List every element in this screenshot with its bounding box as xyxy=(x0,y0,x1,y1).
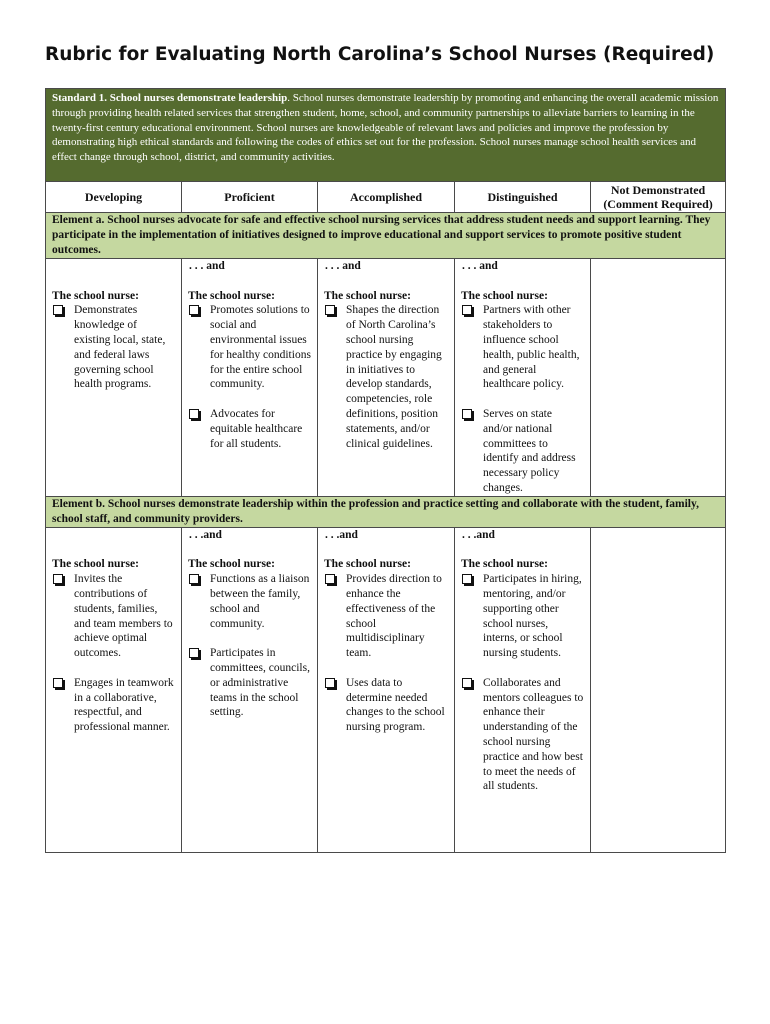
element-b-description: Element b. School nurses demonstrate leadership within the profession and practice setting and collaborate with the student, family, school staff, and community providers. xyxy=(46,496,726,527)
checkbox-icon[interactable] xyxy=(53,574,63,584)
element-b-developing xyxy=(46,527,182,852)
element-a-distinguished xyxy=(455,259,591,497)
element-a-description: Element a. School nurses advocate for safe and effective school nursing services that address student needs and support learning. They participate in the implementation of initiatives designed to improve educational and support services to promote positive student outcomes. xyxy=(46,213,726,259)
and-label xyxy=(52,259,175,274)
rubric-item-text: Demonstrates knowledge of existing local, state, and federal laws governing school health programs. xyxy=(74,304,166,391)
and-label xyxy=(52,528,175,543)
rubric-item-text: Shapes the direction of North Carolina’s school nursing practice by engaging in initiatives to develop standards, competencies, role definitions, position statements, and/or clinical guidelines. xyxy=(346,304,442,450)
school-nurse-label: The school nurse: xyxy=(52,558,139,571)
school-nurse-label: The school nurse: xyxy=(324,289,411,302)
element-b-accomplished xyxy=(318,527,455,852)
and-label: . . . and xyxy=(325,260,361,272)
element-a-proficient xyxy=(182,259,318,497)
rubric-item xyxy=(461,407,584,496)
school-nurse-label: The school nurse: xyxy=(188,558,275,571)
rubric-item xyxy=(188,303,311,392)
column-header-not-demonstrated: Not Demonstrated (Comment Required) xyxy=(591,182,726,213)
rubric-item-text: Promotes solutions to social and environmental issues for healthy conditions for the entire school community. xyxy=(210,304,311,391)
element-b-distinguished xyxy=(455,527,591,852)
checkbox-icon[interactable] xyxy=(462,574,472,584)
rubric-item-text: Functions as a liaison between the family, school and community. xyxy=(210,573,310,630)
and-label: . . . and xyxy=(189,260,225,272)
checkbox-icon[interactable] xyxy=(462,678,472,688)
rubric-item xyxy=(324,303,448,451)
column-header-developing: Developing xyxy=(46,182,182,213)
and-label: . . .and xyxy=(189,528,222,541)
school-nurse-label: The school nurse: xyxy=(461,289,548,302)
checkbox-icon[interactable] xyxy=(462,409,472,419)
rubric-item xyxy=(188,572,311,631)
rubric-item-text: Collaborates and mentors colleagues to enhance their understanding of the school nursing practice and how best to meet the needs of all students. xyxy=(483,676,584,793)
checkbox-icon[interactable] xyxy=(462,305,472,315)
element-a-row xyxy=(46,259,726,497)
and-label: . . .and xyxy=(462,528,495,541)
rubric-item-text: Invites the contributions of students, families, and team members to achieve optimal outcomes. xyxy=(74,573,173,660)
rubric-table xyxy=(45,88,726,853)
rubric-item-text: Participates in hiring, mentoring, and/or supporting other school nurses, interns, or school nursing students. xyxy=(483,573,582,660)
checkbox-icon[interactable] xyxy=(53,305,63,315)
checkbox-icon[interactable] xyxy=(325,305,335,315)
rubric-item xyxy=(461,303,584,392)
checkbox-icon[interactable] xyxy=(325,574,335,584)
checkbox-icon[interactable] xyxy=(53,678,63,688)
rubric-item xyxy=(188,646,311,720)
element-b-not-demonstrated-comment[interactable] xyxy=(591,527,726,852)
standard-text: . School nurses demonstrate leadership by promoting and enhancing the overall academic mission through providing health related services that strengthen student, home, school, and community partnerships to alleviate barriers to learning in the twenty-first century educational environment. School nurses are knowledgeable of relevant laws and policies and improve the profession by demonstrating high ethical standards and following the codes of ethics set out for the profession. School nurses manage school health services and effect change through school, district, and community activities. xyxy=(52,92,719,164)
column-header-distinguished: Distinguished xyxy=(455,182,591,213)
element-a-developing xyxy=(46,259,182,497)
rubric-item-text: Engages in teamwork in a collaborative, respectful, and professional manner. xyxy=(74,676,174,734)
element-b-row xyxy=(46,527,726,852)
column-header-row xyxy=(46,182,726,213)
rubric-item xyxy=(52,676,175,735)
rubric-item xyxy=(324,676,448,735)
and-label: . . . and xyxy=(462,260,498,272)
element-b-proficient xyxy=(182,527,318,852)
checkbox-icon[interactable] xyxy=(189,648,199,658)
standard-description xyxy=(46,89,726,182)
rubric-item xyxy=(52,303,175,392)
rubric-item xyxy=(461,676,584,794)
school-nurse-label: The school nurse: xyxy=(188,289,275,302)
rubric-item-text: Participates in committees, councils, or administrative teams in the school setting. xyxy=(210,647,310,719)
column-header-proficient: Proficient xyxy=(182,182,318,213)
checkbox-icon[interactable] xyxy=(189,409,199,419)
element-a-not-demonstrated-comment[interactable] xyxy=(591,259,726,497)
and-label: . . .and xyxy=(325,528,358,541)
column-header-accomplished: Accomplished xyxy=(318,182,455,213)
rubric-item xyxy=(324,572,448,661)
page-title: Rubric for Evaluating North Carolina’s School Nurses (Required) xyxy=(45,44,715,65)
checkbox-icon[interactable] xyxy=(189,305,199,315)
checkbox-icon[interactable] xyxy=(189,574,199,584)
school-nurse-label: The school nurse: xyxy=(52,289,139,302)
rubric-item-text: Uses data to determine needed changes to the school nursing program. xyxy=(346,676,445,734)
rubric-item-text: Serves on state and/or national committees to identify and address necessary policy changes. xyxy=(483,407,576,494)
rubric-item xyxy=(52,572,175,661)
rubric-item-text: Provides direction to enhance the effectiveness of the school multidisciplinary team. xyxy=(346,573,442,660)
rubric-item-text: Advocates for equitable healthcare for all students. xyxy=(210,407,303,450)
rubric-item xyxy=(461,572,584,661)
standard-heading: Standard 1. School nurses demonstrate leadership xyxy=(52,92,288,104)
rubric-item-text: Partners with other stakeholders to influence school health, public health, and general healthcare policy. xyxy=(483,304,580,391)
school-nurse-label: The school nurse: xyxy=(461,558,548,571)
element-a-accomplished xyxy=(318,259,455,497)
rubric-item xyxy=(188,407,311,451)
checkbox-icon[interactable] xyxy=(325,678,335,688)
school-nurse-label: The school nurse: xyxy=(324,558,411,571)
